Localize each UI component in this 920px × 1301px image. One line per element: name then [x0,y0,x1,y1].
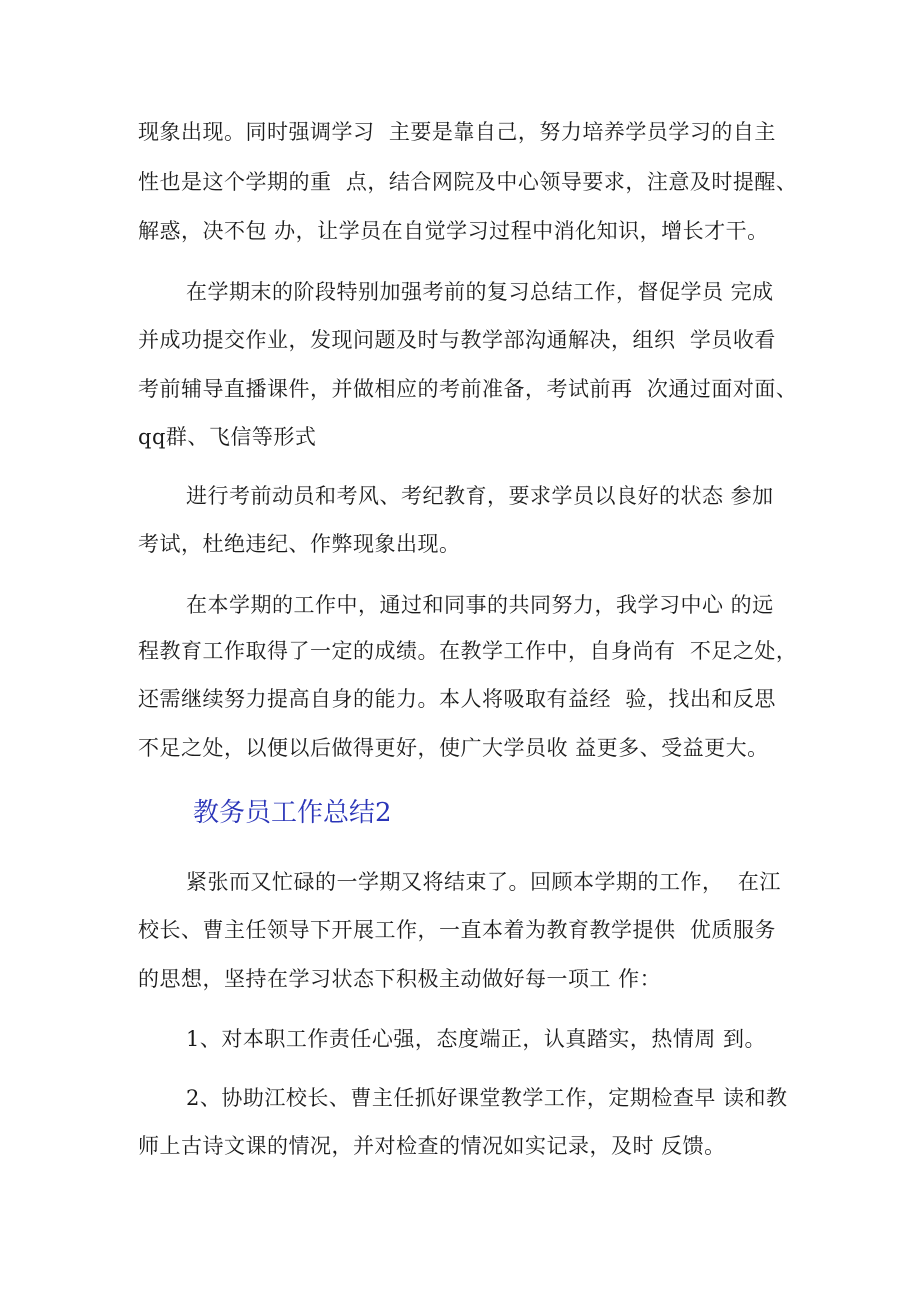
text-line: 性也是这个学期的重 点，结合网院及中心领导要求，注意及时提醒、 [138,170,798,194]
text-line: 考前辅导直播课件，并做相应的考前准备，考试前再 次通过面对面、 [138,377,798,401]
text-line: 考试，杜绝违纪、作弊现象出现。 [138,532,461,556]
text-line: 在本学期的工作中，通过和同事的共同努力，我学习中心 的远 [186,593,774,617]
text-line: 在学期末的阶段特别加强考前的复习总结工作，督促学员 完成 [186,280,774,304]
text-line: 解惑，决不包 办，让学员在自觉学习过程中消化知识，增长才干。 [138,219,769,243]
text-line: 现象出现。同时强调学习 主要是靠自己，努力培养学员学习的自主 [138,120,776,144]
text-line: 还需继续努力提高自身的能力。本人将吸取有益经 验，找出和反思 [138,687,776,711]
text-line: 的思想，坚持在学习状态下积极主动做好每一项工 作： [138,967,662,991]
text-line: 并成功提交作业，发现问题及时与教学部沟通解决，组织 学员收看 [138,328,776,352]
text-line: 程教育工作取得了一定的成绩。在教学工作中，自身尚有 不足之处， [138,639,798,663]
text-line: 进行考前动员和考风、考纪教育，要求学员以良好的状态 参加 [186,484,774,508]
text-line: 1、对本职工作责任心强，态度端正，认真踏实，热情周 到。 [186,1027,767,1051]
section-heading: 教务员工作总结2 [193,798,392,828]
text-line: 不足之处，以便以后做得更好，使广大学员收 益更多、受益更大。 [138,736,769,760]
text-line: 2、协助江校长、曹主任抓好课堂教学工作，定期检查早 读和教 [186,1086,788,1110]
text-line: qq群、飞信等形式 [138,425,317,449]
text-line: 师上古诗文课的情况，并对检查的情况如实记录，及时 反馈。 [138,1134,726,1158]
text-line: 校长、曹主任领导下开展工作，一直本着为教育教学提供 优质服务 [138,918,776,942]
text-line: 紧张而又忙碌的一学期又将结束了。回顾本学期的工作， 在江 [186,870,781,894]
